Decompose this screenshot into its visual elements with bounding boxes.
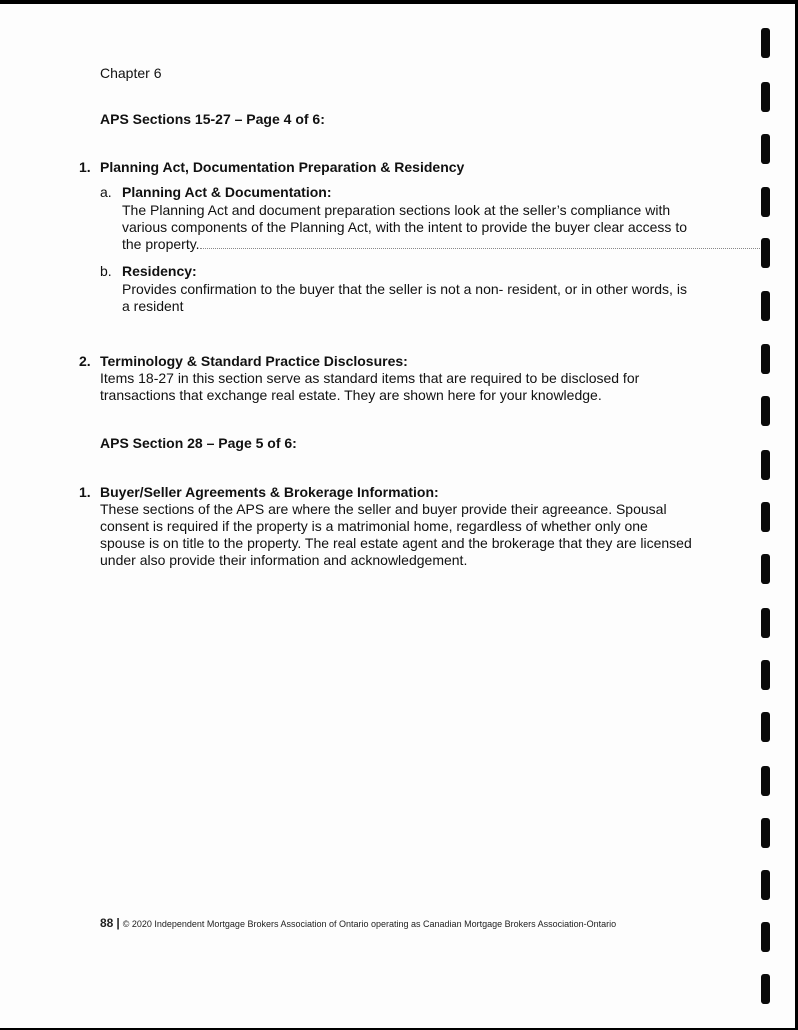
footer-copyright: © 2020 Independent Mortgage Brokers Association of Ontario operating as Canadian Mortgage Brokers Association-Ontario [122,919,617,929]
sub-body-b-line-1: Provides confirmation to the buyer that the seller is not a non- resident, or in other words, is [122,281,687,297]
binding-hole [761,660,770,690]
item-body-3-line-1: These sections of the APS are where the seller and buyer provide their agreeance. Spousal [100,501,667,517]
footer-separator: | [116,916,120,930]
binding-hole [761,712,770,742]
scan-artifact-line [200,248,760,250]
binding-hole [761,187,770,217]
binding-hole [761,974,770,1004]
binding-hole [761,291,770,321]
binding-hole [761,818,770,848]
binding-hole [761,28,770,58]
sub-title-b: Residency: [122,263,197,279]
sub-body-a-line-1: The Planning Act and document preparation sections look at the seller’s compliance with [122,202,671,218]
item-title-1: Planning Act, Documentation Preparation & Residency [100,159,465,175]
item-body-3-line-2: consent is required if the property is a matrimonial home, regardless of whether only one [100,518,648,534]
binding-hole [761,238,770,268]
binding-hole [761,766,770,796]
sub-body-a-line-3: the property. [122,236,200,252]
section-heading-1: APS Sections 15-27 – Page 4 of 6: [100,111,325,127]
binding-hole [761,134,770,164]
binding-hole [761,396,770,426]
binding-hole [761,450,770,480]
sub-title-a: Planning Act & Documentation: [122,184,332,200]
binding-hole [761,502,770,532]
binding-holes [757,4,777,1028]
section-heading-2: APS Section 28 – Page 5 of 6: [100,435,297,451]
page-number: 88 [100,916,114,930]
item-body-2-line-1: Items 18-27 in this section serve as standard items that are required to be disclosed for [100,370,640,386]
item-body-3-line-3: spouse is on title to the property. The real estate agent and the brokerage that they are licensed [100,535,692,551]
binding-hole [761,82,770,112]
item-title-2: Terminology & Standard Practice Disclosures: [100,353,408,369]
sub-letter-b: b. [100,263,112,279]
document-page [0,4,795,1028]
item-number-1: 1. [79,159,91,175]
page-footer [100,916,616,930]
binding-hole [761,608,770,638]
item-body-2-line-2: transactions that exchange real estate. They are shown here for your knowledge. [100,387,602,403]
item-title-3: Buyer/Seller Agreements & Brokerage Information: [100,484,439,500]
sub-body-b-line-2: a resident [122,298,184,314]
binding-hole [761,870,770,900]
sub-body-a-line-2: various components of the Planning Act, with the intent to provide the buyer clear access to [122,219,687,235]
binding-hole [761,344,770,374]
item-number-3: 1. [79,484,91,500]
binding-hole [761,922,770,952]
item-body-3-line-4: under also provide their information and acknowledgement. [100,552,468,568]
item-number-2: 2. [79,353,91,369]
chapter-label: Chapter 6 [100,65,162,81]
sub-letter-a: a. [100,184,112,200]
binding-hole [761,554,770,584]
